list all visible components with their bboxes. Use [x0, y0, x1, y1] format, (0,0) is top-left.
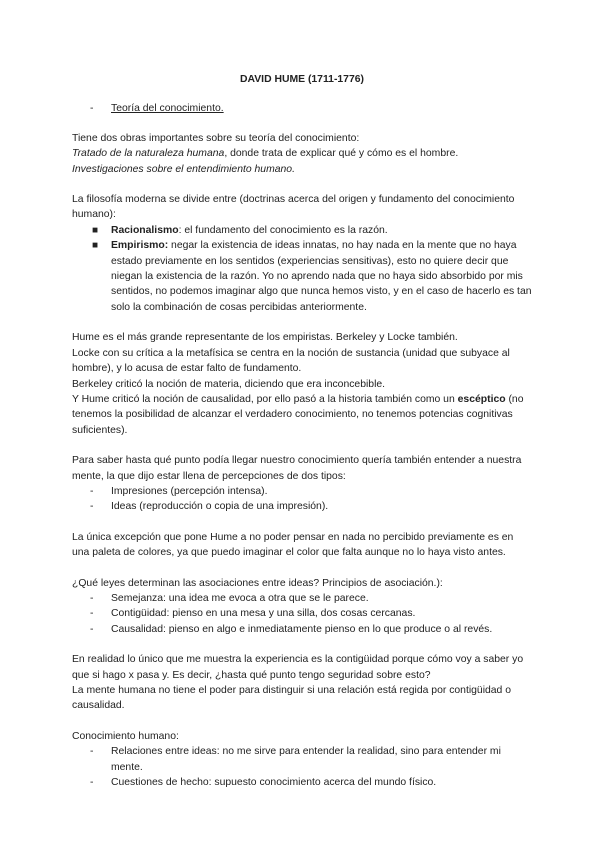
dash-marker: - — [90, 501, 94, 513]
hume-line-4-start: Y Hume criticó la noción de causalidad, por ello pasó a la historia también como un — [72, 393, 458, 405]
document-page — [72, 72, 532, 790]
leyes-list — [72, 591, 532, 637]
racionalismo-term: Racionalismo — [111, 224, 179, 236]
list-item-racionalismo — [72, 223, 532, 238]
racionalismo-text: : el fundamento del conocimiento es la razón. — [178, 224, 388, 236]
bullet-marker: ■ — [92, 224, 99, 236]
obra-1 — [72, 146, 532, 161]
obra-1-description: , donde trata de explicar qué y cómo es el hombre. — [224, 148, 459, 160]
esceptico-term: escéptico — [457, 393, 506, 405]
heading-item — [72, 101, 532, 116]
hume-line-1: Hume es el más grande representante de los empiristas. Berkeley y Locke también. — [72, 332, 458, 344]
percepciones-list — [72, 484, 532, 515]
conocimiento-intro: Conocimiento humano: — [72, 730, 179, 742]
dash-marker: - — [90, 623, 94, 635]
hume-line-2: Locke con su crítica a la metafísica se centra en la noción de sustancia (unidad que subyace al hombre), y lo acusa de estar falto de fundamento. — [72, 347, 510, 375]
dash-marker: - — [90, 777, 94, 789]
percepciones-intro: Para saber hasta qué punto podía llegar nuestro conocimiento quería también entender a nuestra mente, la que dijo estar llena de percepciones de dos tipos: — [72, 455, 522, 482]
realidad-line-1: En realidad lo único que me muestra la experiencia es la contigüidad porque cómo voy a saber yo que si hago x pasa y. Es decir, ¿hasta qué punto tengo seguridad sobre esto? — [72, 654, 524, 681]
hume-line-4 — [72, 392, 532, 438]
bullet-marker: ■ — [92, 240, 99, 252]
conocimiento-list — [72, 744, 532, 790]
list-item-text: Semejanza: una idea me evoca a otra que se le parece. — [111, 592, 369, 604]
leyes-intro: ¿Qué leyes determinan las asociaciones entre ideas? Principios de asociación.): — [72, 577, 443, 589]
dash-marker: - — [90, 103, 94, 115]
list-item-text: Relaciones entre ideas: no me sirve para entender la realidad, sino para entender mi mente. — [111, 746, 501, 773]
list-item — [72, 775, 532, 790]
list-item-text: Contigüidad: pienso en una mesa y una silla, dos cosas cercanas. — [111, 608, 416, 620]
excepcion-paragraph: La única excepción que pone Hume a no poder pensar en nada no percibido previamente es en una paleta de colores, ya que puedo imaginar el color que falta aunque no lo haya visto antes. — [72, 531, 514, 559]
section-heading: Teoría del conocimiento. — [111, 103, 224, 115]
document-title: DAVID HUME (1711-1776) — [240, 74, 364, 85]
hume-line-3: Berkeley criticó la noción de materia, diciendo que era inconcebible. — [72, 378, 386, 390]
dash-marker: - — [90, 485, 94, 497]
empirismo-text: negar la existencia de ideas innatas, no hay nada en la mente que no haya estado previamente en los sentidos (experiencias sensitivas), esto no quiere decir que niegan la existencia de la razón. Yo no aprendo nada que no haya sido absorbido por mis sentidos, no podemos imaginar algo que nunca hemos visto, y en el caso de hacerlo es tan solo la combinación de cosas percibidas anteriormente. — [111, 240, 532, 313]
dash-marker: - — [90, 608, 94, 620]
list-item-empirismo — [72, 238, 532, 315]
list-item — [72, 622, 532, 637]
empirismo-term: Empirismo: — [111, 240, 169, 252]
filosofia-intro: La filosofía moderna se divide entre (doctrinas acerca del origen y fundamento del conocimiento humano): — [72, 194, 515, 221]
list-item — [72, 591, 532, 606]
list-item-text: Impresiones (percepción intensa). — [111, 485, 268, 497]
heading-list — [72, 101, 532, 116]
list-item — [72, 484, 532, 499]
list-item-text: Causalidad: pienso en algo e inmediatamente pienso en lo que produce o al revés. — [111, 623, 493, 635]
list-item-text: Cuestiones de hecho: supuesto conocimiento acerca del mundo físico. — [111, 777, 437, 789]
obras-intro: Tiene dos obras importantes sobre su teoría del conocimiento: — [72, 132, 360, 144]
list-item — [72, 499, 532, 514]
dash-marker: - — [90, 746, 94, 758]
obra-1-title: Tratado de la naturaleza humana — [72, 148, 225, 160]
doctrinas-list — [72, 223, 532, 315]
list-item — [72, 744, 532, 775]
list-item-text: Ideas (reproducción o copia de una impresión). — [111, 501, 329, 513]
list-item — [72, 606, 532, 621]
obra-2: Investigaciones sobre el entendimiento humano. — [72, 163, 295, 175]
realidad-line-2: La mente humana no tiene el poder para distinguir si una relación está regida por contigüidad o causalidad. — [72, 685, 512, 712]
dash-marker: - — [90, 592, 94, 604]
hume-line-4-end: (no tenemos la posibilidad de alcanzar el verdadero conocimiento, no tenemos potencias cognitivas suficientes). — [72, 393, 524, 436]
